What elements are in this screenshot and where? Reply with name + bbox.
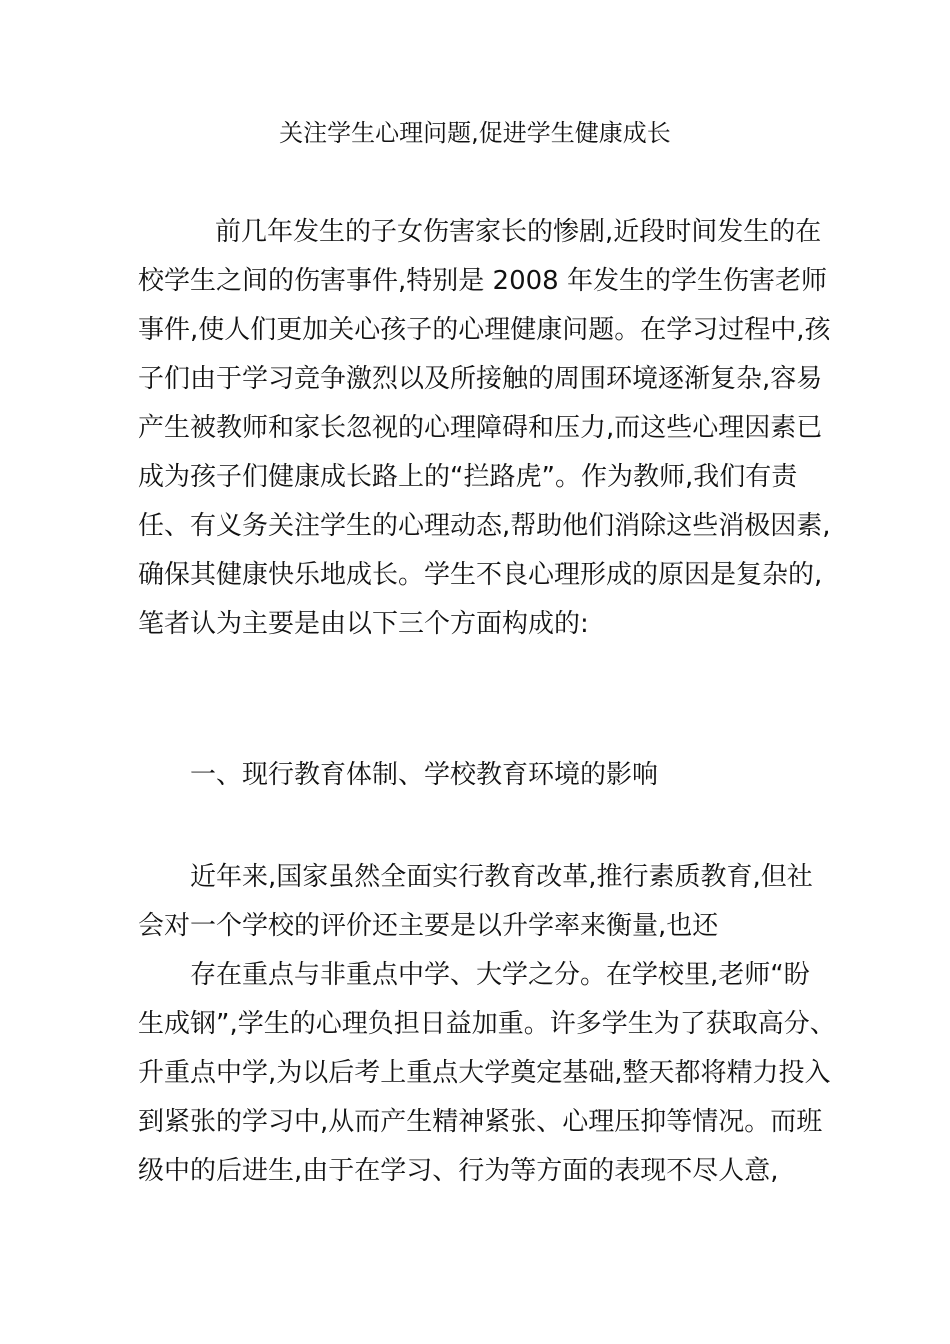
document-title: 关注学生心理问题,促进学生健康成长 — [279, 119, 671, 147]
paragraph-1-line-4: 子们由于学习竞争激烈以及所接触的周围环境逐渐复杂,容易 — [138, 364, 823, 394]
paragraph-1-line-3: 事件,使人们更加关心孩子的心理健康问题。在学习过程中,孩 — [138, 315, 831, 345]
paragraph-3-line-2: 生成钢”,学生的心理负担日益加重。许多学生为了获取高分、 — [138, 1009, 836, 1039]
paragraph-3-line-4: 到紧张的学习中,从而产生精神紧张、心理压抑等情况。而班 — [138, 1107, 823, 1137]
paragraph-1-line-6: 成为孩子们健康成长路上的“拦路虎”。作为教师,我们有责 — [138, 462, 798, 492]
paragraph-1-line-1: 前几年发生的子女伤害家长的惨剧,近段时间发生的在 — [215, 217, 822, 247]
paragraph-2-line-1: 近年来,国家虽然全面实行教育改革,推行素质教育,但社 — [190, 862, 813, 892]
paragraph-1-line-2: 校学生之间的伤害事件,特别是 2008 年发生的学生伤害老师 — [138, 266, 827, 296]
paragraph-1-line-5: 产生被教师和家长忽视的心理障碍和压力,而这些心理因素已 — [138, 413, 823, 443]
section-1-heading: 一、现行教育体制、学校教育环境的影响 — [190, 760, 659, 790]
paragraph-3-line-3: 升重点中学,为以后考上重点大学奠定基础,整天都将精力投入 — [138, 1058, 831, 1088]
paragraph-2-line-2: 会对一个学校的评价还主要是以升学率来衡量,也还 — [138, 911, 719, 941]
paragraph-1-line-8: 确保其健康快乐地成长。学生不良心理形成的原因是复杂的, — [138, 560, 823, 590]
paragraph-3-line-1: 存在重点与非重点中学、大学之分。在学校里,老师“盼 — [190, 960, 810, 990]
paragraph-3-line-5: 级中的后进生,由于在学习、行为等方面的表现不尽人意, — [138, 1156, 779, 1186]
paragraph-1-line-7: 任、有义务关注学生的心理动态,帮助他们消除这些消极因素, — [138, 511, 831, 541]
paragraph-1-line-9: 笔者认为主要是由以下三个方面构成的: — [138, 609, 589, 639]
